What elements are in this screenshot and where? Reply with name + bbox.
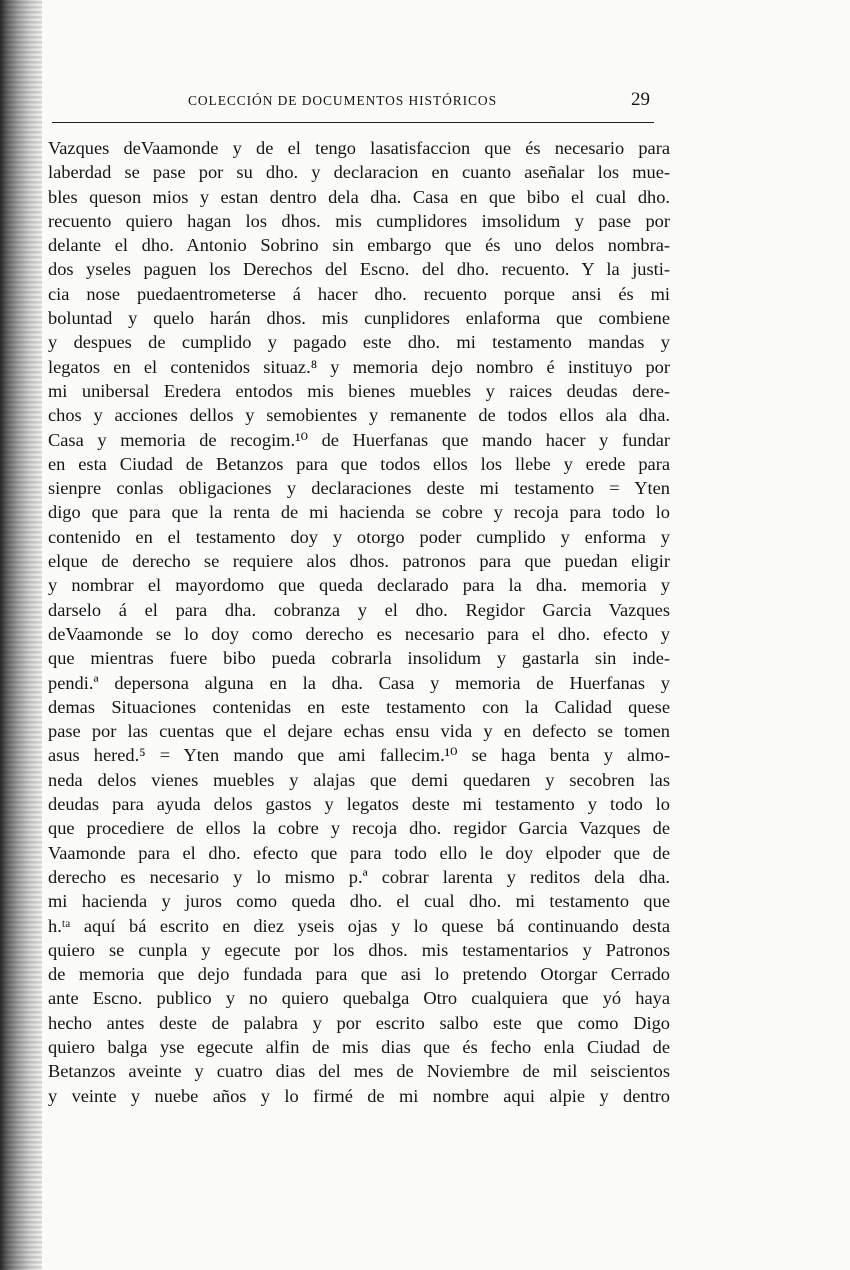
running-title: COLECCIÓN DE DOCUMENTOS HISTÓRICOS — [188, 93, 497, 108]
text-line: elque de derecho se requiere alos dhos. patronos para que puedan eligir — [48, 551, 670, 572]
text-line: darselo á el para dha. cobranza y el dho. Regidor Garcia Vazques — [48, 599, 670, 620]
text-line: que mientras fuere bibo pueda cobrarla insolidum y gastarla sin inde- — [48, 648, 670, 669]
text-line: neda delos vienes muebles y alajas que demi quedaren y secobren las — [48, 769, 670, 790]
header-rule — [52, 122, 654, 123]
text-line: Betanzos aveinte y cuatro dias del mes de Noviembre de mil seiscientos — [48, 1061, 670, 1082]
text-line: de memoria que dejo fundada para que asi lo pretendo Otorgar Cerrado — [48, 964, 670, 985]
text-line: ante Escno. publico y no quiero quebalga Otro cualquiera que yó haya — [48, 988, 670, 1009]
text-line: deVaamonde se lo doy como derecho es necesario para el dho. efecto y — [48, 623, 670, 644]
text-line: Vazques deVaamonde y de el tengo lasatisfaccion que és necesario para — [48, 138, 670, 158]
text-line: quiero se cunpla y egecute por los dhos. mis testamentarios y Patronos — [48, 939, 670, 960]
text-line: recuento quiero hagan los dhos. mis cumplidores imsolidum y pase por — [48, 210, 670, 231]
text-line: delante el dho. Antonio Sobrino sin embargo que és uno delos nombra- — [48, 235, 670, 256]
text-line: digo que para que la renta de mi hacienda se cobre y recoja para todo lo — [48, 502, 670, 523]
text-line: demas Situaciones contenidas en este testamento con la Calidad quese — [48, 696, 670, 717]
text-line: asus hered.⁵ = Yten mando que ami fallecim.¹⁰ se haga benta y almo- — [48, 745, 670, 766]
text-line: cia nose puedaentrometerse á hacer dho. recuento porque ansi és mi — [48, 283, 670, 304]
text-line: quiero balga yse egecute alfin de mis dias que és fecho enla Ciudad de — [48, 1036, 670, 1057]
text-line: mi unibersal Eredera entodos mis bienes muebles y raices deudas dere- — [48, 380, 670, 401]
text-line: pendi.ª depersona alguna en la dha. Casa y memoria de Huerfanas y — [48, 672, 670, 693]
page-header — [50, 89, 670, 117]
text-line: Casa y memoria de recogim.¹⁰ de Huerfanas que mando hacer y fundar — [48, 429, 670, 450]
text-line: derecho es necesario y lo mismo p.ª cobrar larenta y reditos dela dha. — [48, 866, 670, 887]
page-number: 29 — [631, 89, 650, 110]
text-line: dos yseles paguen los Derechos del Escno. del dho. recuento. Y la justi- — [48, 259, 670, 280]
binding-gutter-shadow — [0, 0, 42, 1270]
text-line: contenido en el testamento doy y otorgo poder cumplido y enforma y — [48, 526, 670, 547]
text-line: hecho antes deste de palabra y por escrito salbo este que como Digo — [48, 1012, 670, 1033]
text-line: boluntad y quelo harán dhos. mis cunplidores enlaforma que combiene — [48, 308, 670, 329]
text-line: legatos en el contenidos situaz.⁸ y memoria dejo nombro é instituyo por — [48, 356, 670, 377]
text-line: y nombrar el mayordomo que queda declarado para la dha. memoria y — [48, 575, 670, 596]
text-line: en esta Ciudad de Betanzos para que todos ellos los llebe y erede para — [48, 453, 670, 474]
text-line: chos y acciones dellos y semobientes y remanente de todos ellos ala dha. — [48, 405, 670, 426]
text-line: mi hacienda y juros como queda dho. el cual dho. mi testamento que — [48, 891, 670, 912]
body-text — [48, 136, 670, 1108]
text-line: pase por las cuentas que el dejare echas ensu vida y en defecto se tomen — [48, 721, 670, 742]
text-line: h.ᵗᵃ aquí bá escrito en diez yseis ojas y lo quese bá continuando desta — [48, 915, 670, 936]
text-line: deudas para ayuda delos gastos y legatos deste mi testamento y todo lo — [48, 794, 670, 815]
text-line: que procediere de ellos la cobre y recoja dho. regidor Garcia Vazques de — [48, 818, 670, 839]
text-line: y veinte y nuebe años y lo firmé de mi nombre aqui alpie y dentro — [48, 1085, 670, 1106]
text-line: bles queson mios y estan dentro dela dha. Casa en que bibo el cual dho. — [48, 186, 670, 207]
text-line: sienpre conlas obligaciones y declaraciones deste mi testamento = Yten — [48, 478, 670, 499]
text-line: laberdad se pase por su dho. y declaracion en cuanto aseñalar los mue- — [48, 162, 670, 183]
text-line: y despues de cumplido y pagado este dho. mi testamento mandas y — [48, 332, 670, 353]
text-line: Vaamonde para el dho. efecto que para todo ello le doy elpoder que de — [48, 842, 670, 863]
